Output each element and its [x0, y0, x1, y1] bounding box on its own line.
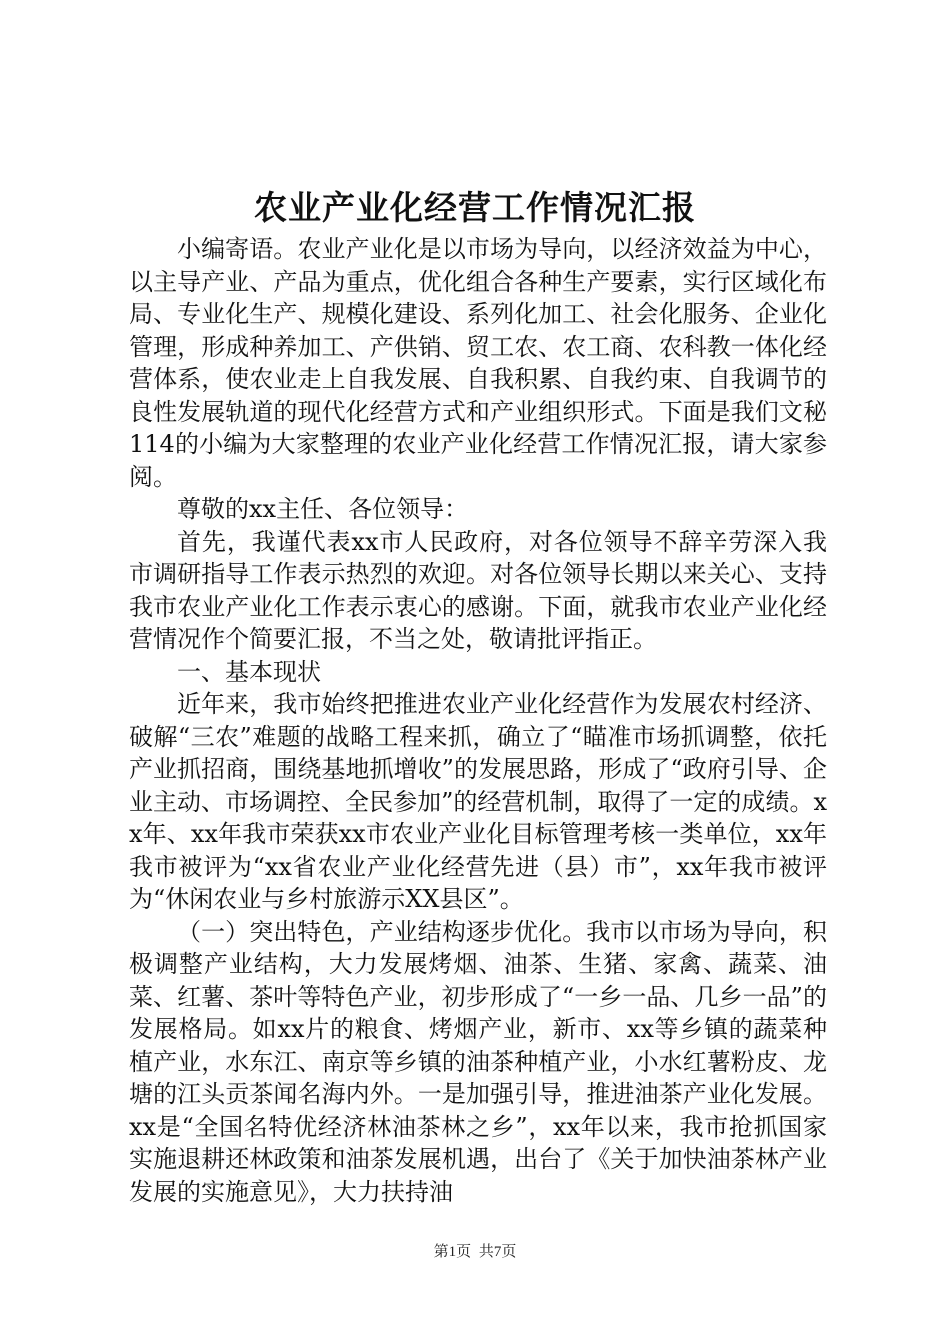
section-heading-basic-status: 一、基本现状	[177, 657, 321, 686]
page-total: 共7页	[478, 1244, 517, 1260]
paragraph-intro: 小编寄语。农业产业化是以市场为导向，以经济效益为中心，以主导产业、产品为重点，优化组合各种生产要素，实行区域化布局、专业化生产、规模化建设、系列化加工、社会化服务、企业化管理，形成种养加工、产供销、贸工农、农工商、农科教一体化经营体系，使农业走上自我发展、自我积累、自我约束、自我调节的良性发展轨道的现代化经营方式和产业组织形式。下面是我们文秘114的小编为大家整理的农业产业化经营工作情况汇报，请大家参阅。	[129, 235, 827, 491]
paragraph-subsection-one: （一）突出特色，产业结构逐步优化。我市以市场为导向，积极调整产业结构，大力发展烤烟、油茶、生猪、家禽、蔬菜、油菜、红薯、茶叶等特色产业，初步形成了“一乡一品、几乡一品”的发展格局。如xx片的粮食、烤烟产业，新市、xx等乡镇的蔬菜种植产业，水东江、南京等乡镇的油茶种植产业，小水红薯粉皮、龙塘的江头贡茶闻名海内外。一是加强引导，推进油茶产业化发展。xx是“全国名特优经济林油茶林之乡”，xx年以来，我市抢抓国家实施退耕还林政策和油茶发展机遇，出台了《关于加快油茶林产业发展的实施意见》，大力扶持油	[129, 917, 827, 1206]
document-body	[129, 233, 827, 1208]
paragraph-opening: 首先，我谨代表xx市人民政府，对各位领导不辞辛劳深入我市调研指导工作表示热烈的欢迎。对各位领导长期以来关心、支持我市农业产业化工作表示衷心的感谢。下面，就我市农业产业化经营情况作个简要汇报，不当之处，敬请批评指正。	[129, 527, 827, 653]
document-title: 农业产业化经营工作情况汇报	[254, 188, 696, 227]
paragraph-basic-status: 近年来，我市始终把推进农业产业化经营作为发展农村经济、破解“三农”难题的战略工程来抓，确立了“瞄准市场抓调整，依托产业抓招商，围绕基地抓增收”的发展思路，形成了“政府引导、企业主动、市场调控、全民参加”的经营机制，取得了一定的成绩。xx年、xx年我市荣获xx市农业产业化目标管理考核一类单位，xx年我市被评为“xx省农业产业化经营先进（县）市”，xx年我市被评为“休闲农业与乡村旅游示XX县区”。	[129, 690, 827, 913]
paragraph-salutation: 尊敬的xx主任、各位领导：	[177, 495, 469, 523]
page-footer	[0, 1240, 950, 1261]
page-number: 第1页	[433, 1244, 472, 1260]
